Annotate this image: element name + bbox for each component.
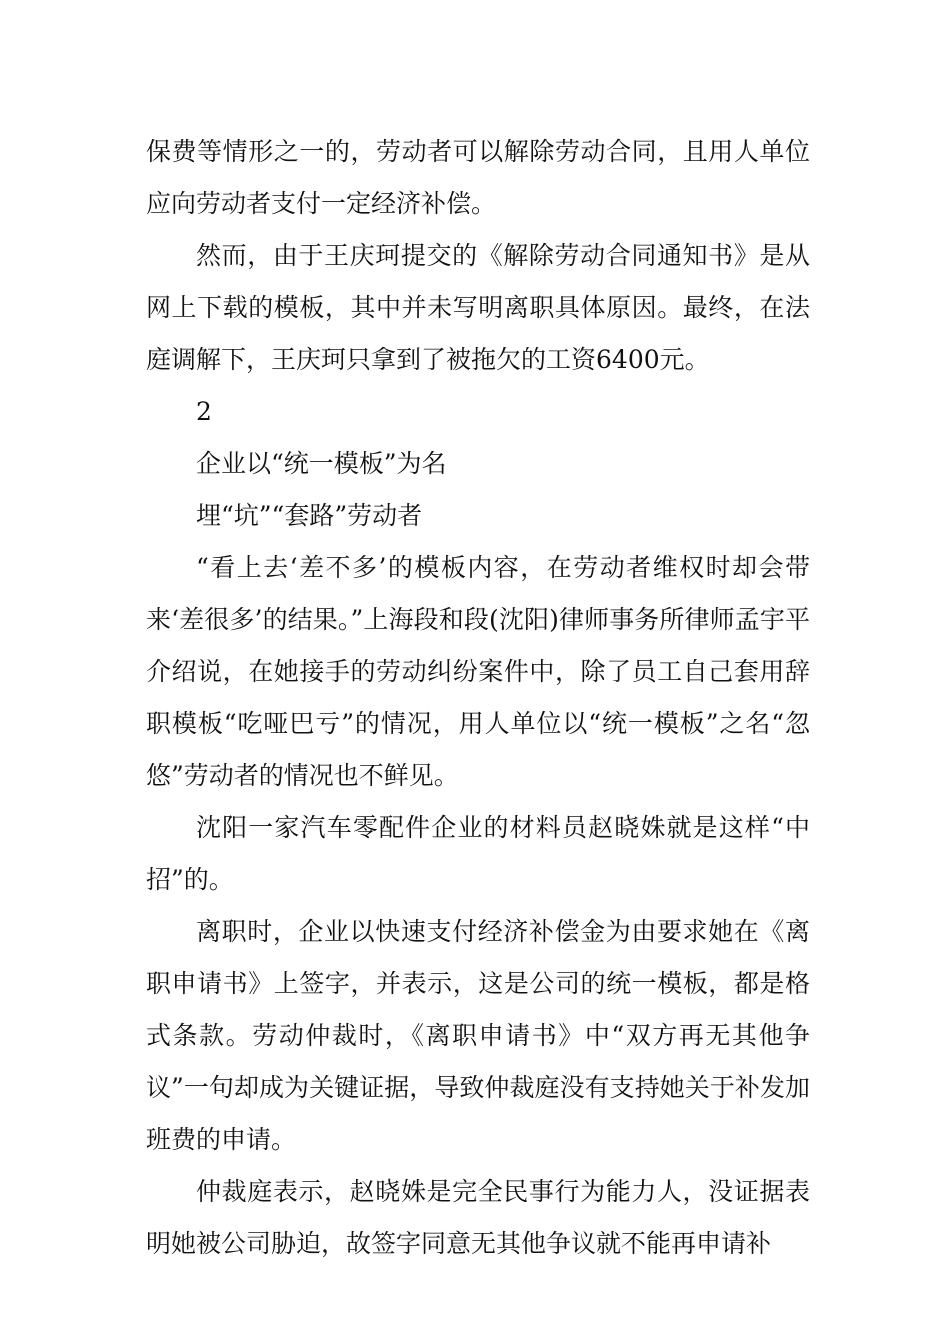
document-body — [146, 126, 810, 1270]
paragraph-lawyer-quote: “看上去‘差不多’的模板内容，在劳动者维权时却会带来‘差很多’的结果。”上海段和段(沈阳)律师事务所律师孟宇平介绍说，在她接手的劳动纠纷案件中，除了员工自己套用辞职模板“吃哑巴亏”的情况，用人单位以“统一模板”之名“忽悠”劳动者的情况也不鲜见。 — [146, 553, 810, 790]
section-number: 2 — [196, 397, 212, 426]
paragraph-arbitration: 仲裁庭表示，赵晓姝是完全民事行为能力人，没证据表明她被公司胁迫，故签字同意无其他争议就不能再申请补 — [146, 1177, 810, 1258]
paragraph-continuation: 保费等情形之一的，劳动者可以解除劳动合同，且用人单位应向劳动者支付一定经济补偿。 — [146, 137, 810, 218]
paragraph-resignation: 离职时，企业以快速支付经济补偿金为由要求她在《离职申请书》上签字，并表示，这是公司的统一模板，都是格式条款。劳动仲裁时，《离职申请书》中“双方再无其他争议”一句却成为关键证据，导致仲裁庭没有支持她关于补发加班费的申请。 — [146, 917, 810, 1154]
paragraph-case-intro: 沈阳一家汽车零配件企业的材料员赵晓姝就是这样“中招”的。 — [146, 813, 810, 894]
section-heading-line-1: 企业以“统一模板”为名 — [196, 449, 447, 478]
section-heading-line-2: 埋“坑”“套路”劳动者 — [196, 501, 423, 530]
paragraph-settlement: 然而，由于王庆珂提交的《解除劳动合同通知书》是从网上下载的模板，其中并未写明离职具体原因。最终，在法庭调解下，王庆珂只拿到了被拖欠的工资6400元。 — [146, 241, 810, 374]
